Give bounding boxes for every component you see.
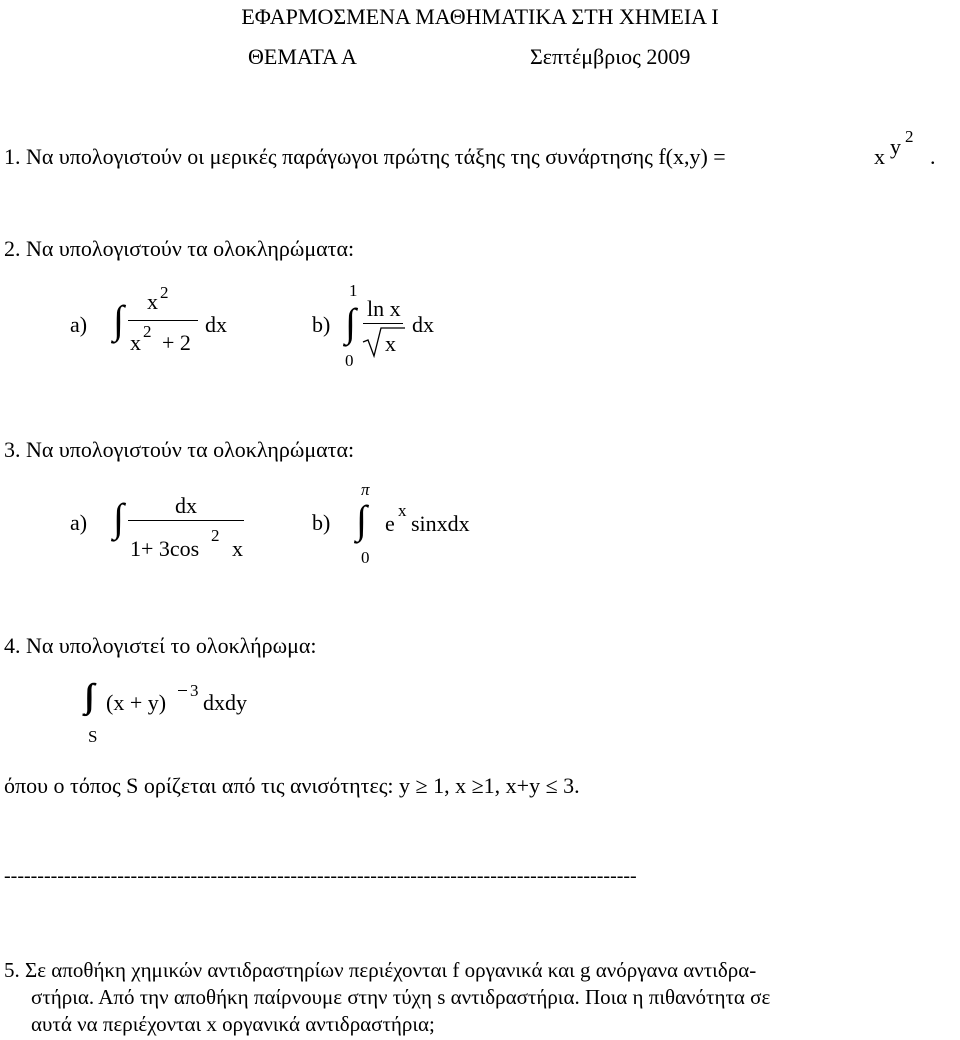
q3a-denominator-exponent: 2 — [211, 526, 220, 545]
fraction-bar — [363, 323, 403, 324]
integral-sign-icon: ∫ — [113, 297, 124, 342]
page-title: ΕΦΑΡΜΟΣΜΕΝΑ ΜΑΘΗΜΑΤΙΚΑ ΣΤΗ ΧΗΜΕΙΑ Ι — [241, 4, 719, 29]
question-4-text: 4. Να υπολογιστεί το ολοκλήρωμα: — [4, 633, 317, 658]
q2b-upper-limit: 1 — [349, 281, 358, 300]
question-3-text: 3. Να υπολογιστούν τα ολοκληρώματα: — [4, 437, 355, 462]
q2b-differential: dx — [412, 312, 434, 337]
minus-sign — [178, 690, 187, 691]
q3a-numerator: dx — [175, 493, 197, 518]
q3b-exponent: x — [398, 501, 407, 520]
q2a-denominator-rest: + 2 — [162, 330, 191, 355]
integral-sign-icon: ∫ — [345, 300, 356, 345]
question-2-text: 2. Να υπολογιστούν τα ολοκληρώματα: — [4, 236, 355, 261]
q1-function-y: y — [890, 134, 901, 159]
q2b-label: b) — [312, 312, 331, 337]
fraction-bar — [128, 520, 244, 521]
q4-condition: όπου ο τόπος S ορίζεται από τις ανισότητες: y ≥ 1, x ≥1, x+y ≤ 3. — [4, 773, 580, 798]
q2b-numerator: ln x — [367, 296, 401, 321]
q2a-numerator-exponent: 2 — [160, 283, 169, 302]
q1-period: . — [930, 144, 936, 169]
q3b-label: b) — [312, 510, 331, 535]
q3b-rest: sinxdx — [411, 511, 470, 536]
integral-sign-icon: ∫ — [356, 497, 367, 542]
fraction-bar — [128, 320, 198, 321]
double-integral-sign-icon: ∫∫ — [84, 678, 87, 715]
exam-subject: ΘΕΜΑΤΑ Α — [248, 44, 357, 69]
q2b-denominator: x — [385, 331, 396, 356]
q3a-denominator-post: x — [232, 536, 243, 561]
q2a-denominator-base: x — [130, 330, 141, 355]
q3b-base: e — [385, 511, 395, 536]
square-root-icon — [362, 326, 406, 358]
question-5-line-3: αυτά να περιέχονται x οργανικά αντιδραστήρια; — [31, 1012, 435, 1036]
question-5-line-2: στήρια. Από την αποθήκη παίρνουμε στην τύχη s αντιδραστήρια. Ποια η πιθανότητα σε — [31, 985, 771, 1009]
integral-sign-icon: ∫ — [113, 495, 124, 540]
q2b-lower-limit: 0 — [345, 351, 354, 370]
q3a-label: a) — [70, 510, 88, 535]
question-1-text: 1. Να υπολογιστούν οι μερικές παράγωγοι πρώτης τάξης της συνάρτησης f(x,y) = — [4, 144, 726, 169]
exam-date: Σεπτέμβριος 2009 — [530, 44, 691, 69]
q1-function-x: x — [874, 144, 885, 169]
q2a-differential: dx — [205, 312, 227, 337]
q4-integrand: (x + y) — [106, 690, 167, 715]
q4-region: S — [88, 727, 98, 746]
q4-differential: dxdy — [203, 690, 247, 715]
q1-function-exponent: 2 — [905, 127, 914, 146]
q3b-lower-limit: 0 — [361, 548, 370, 567]
q2a-numerator-base: x — [147, 289, 158, 314]
q3b-upper-limit: π — [361, 480, 370, 499]
dashed-separator: ----------------------------------------------------------------------------------------------- — [4, 866, 637, 886]
question-5-line-1: 5. Σε αποθήκη χημικών αντιδραστηρίων περιέχονται f οργανικά και g ανόργανα αντιδρα- — [4, 958, 757, 982]
q3a-denominator-pre: 1+ 3cos — [130, 536, 200, 561]
q2a-denominator-exponent: 2 — [143, 322, 152, 341]
q4-exponent: 3 — [190, 681, 199, 700]
q2a-label: a) — [70, 312, 88, 337]
